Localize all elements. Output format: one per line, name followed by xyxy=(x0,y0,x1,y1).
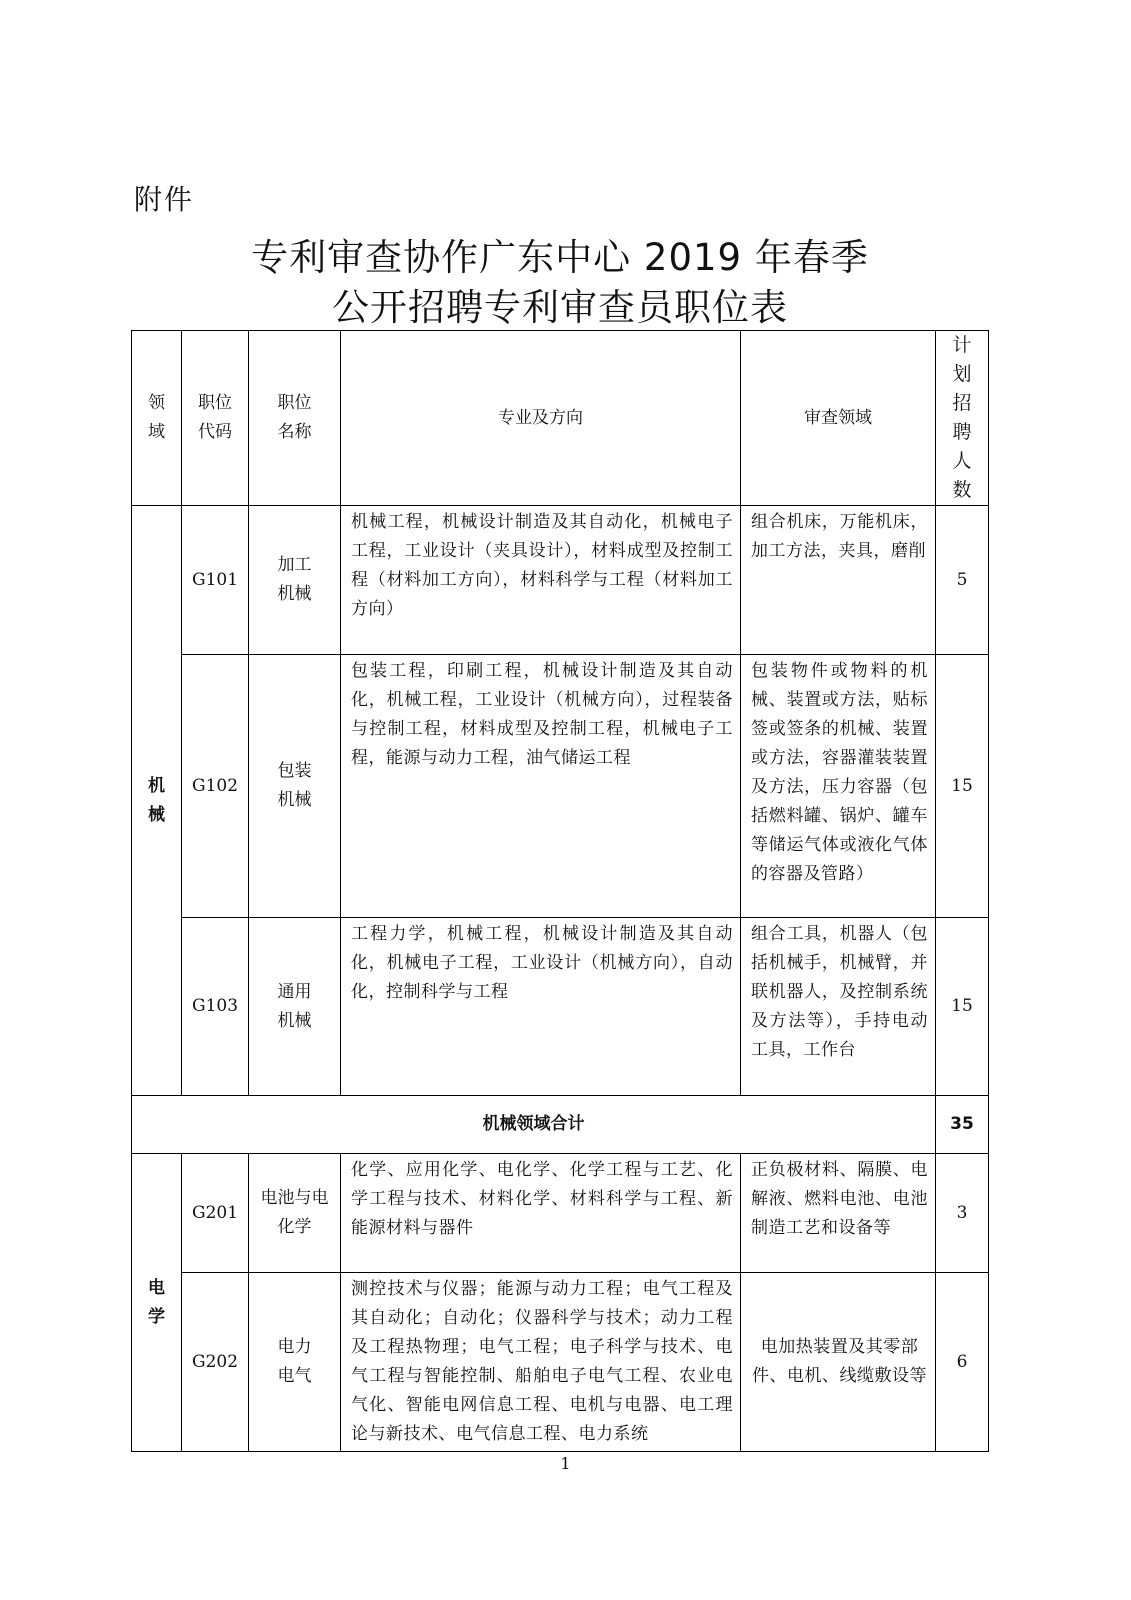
major-cell: 包装工程，印刷工程，机械设计制造及其自动化，机械工程，工业设计（机械方向），过程装备与控制工程，材料成型及控制工程，机械电子工程，能源与动力工程，油气储运工程 xyxy=(341,655,741,918)
count-cell: 6 xyxy=(936,1273,989,1452)
position-table xyxy=(131,330,989,1452)
count-cell: 15 xyxy=(936,655,989,918)
position-code: G102 xyxy=(182,655,249,918)
position-code: G103 xyxy=(182,918,249,1096)
major-cell: 测控技术与仪器；能源与动力工程；电气工程及其自动化；自动化；仪器科学与技术；动力工程及工程热物理；电气工程；电子科学与技术、电气工程与智能控制、船舶电子电气工程、农业电气化、智能电网信息工程、电机与电器、电工理论与新技术、电气信息工程、电力系统 xyxy=(341,1273,741,1452)
table-row xyxy=(132,506,989,655)
subtotal-label: 机械领域合计 xyxy=(132,1096,936,1154)
scope-cell: 组合机床，万能机床，加工方法，夹具，磨削 xyxy=(741,506,936,655)
count-cell: 5 xyxy=(936,506,989,655)
scope-cell: 电加热装置及其零部件、电机、线缆敷设等 xyxy=(741,1273,936,1452)
subtotal-row xyxy=(132,1096,989,1154)
table-row xyxy=(132,918,989,1096)
position-code: G202 xyxy=(182,1273,249,1452)
table-row xyxy=(132,1273,989,1452)
field-cell-mechanical: 机械 xyxy=(132,506,182,1096)
table-row xyxy=(132,1154,989,1273)
count-cell: 3 xyxy=(936,1154,989,1273)
major-cell: 工程力学，机械工程，机械设计制造及其自动化，机械电子工程，工业设计（机械方向），自动化，控制科学与工程 xyxy=(341,918,741,1096)
header-code: 职位代码 xyxy=(182,331,249,506)
header-field: 领域 xyxy=(132,331,182,506)
scope-cell: 正负极材料、隔膜、电解液、燃料电池、电池制造工艺和设备等 xyxy=(741,1154,936,1273)
scope-cell: 包装物件或物料的机械、装置或方法，贴标签或签条的机械、装置或方法，容器灌装装置及方法，压力容器（包括燃料罐、锅炉、罐车等储运气体或液化气体的容器及管路） xyxy=(741,655,936,918)
count-cell: 15 xyxy=(936,918,989,1096)
header-count: 计划招聘人数 xyxy=(936,331,989,506)
document-title-line2: 公开招聘专利审查员职位表 xyxy=(332,286,788,329)
scope-cell: 组合工具，机器人（包括机械手，机械臂，并联机器人，及控制系统及方法等），手持电动工具，工作台 xyxy=(741,918,936,1096)
position-name: 包装机械 xyxy=(249,655,341,918)
position-code: G101 xyxy=(182,506,249,655)
position-name: 加工机械 xyxy=(249,506,341,655)
field-cell-electrical: 电学 xyxy=(132,1154,182,1452)
table-header-row xyxy=(132,331,989,506)
document-title-line1: 专利审查协作广东中心 2019 年春季 xyxy=(251,236,869,279)
subtotal-value: 35 xyxy=(936,1096,989,1154)
position-code: G201 xyxy=(182,1154,249,1273)
header-scope: 审查领域 xyxy=(741,331,936,506)
attachment-label: 附件 xyxy=(134,183,195,216)
table-row xyxy=(132,655,989,918)
major-cell: 机械工程，机械设计制造及其自动化，机械电子工程，工业设计（夹具设计），材料成型及控制工程（材料加工方向），材料科学与工程（材料加工方向） xyxy=(341,506,741,655)
position-name: 电力电气 xyxy=(249,1273,341,1452)
position-name: 通用机械 xyxy=(249,918,341,1096)
header-name: 职位名称 xyxy=(249,331,341,506)
position-name: 电池与电化学 xyxy=(249,1154,341,1273)
header-major: 专业及方向 xyxy=(341,331,741,506)
major-cell: 化学、应用化学、电化学、化学工程与工艺、化学工程与技术、材料化学、材料科学与工程、新能源材料与器件 xyxy=(341,1154,741,1273)
page-number: 1 xyxy=(560,1454,571,1473)
